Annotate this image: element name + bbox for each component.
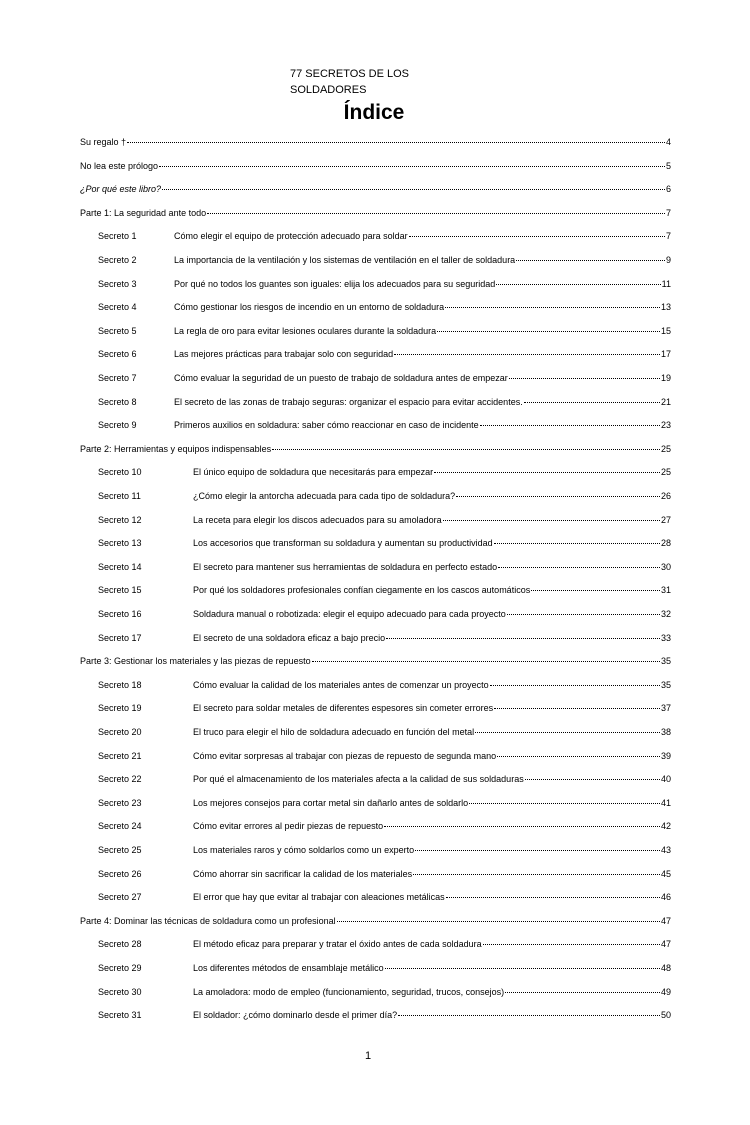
toc-dot-leader <box>162 188 665 190</box>
toc-dot-leader <box>497 755 660 757</box>
toc-dot-leader <box>337 920 660 922</box>
toc-entry-page: 43 <box>660 845 671 855</box>
toc-dot-leader <box>434 471 660 473</box>
toc-entry-number: Secreto 8 <box>98 397 137 407</box>
toc-entry-title: El truco para elegir el hilo de soldadura adecuado en función del metal <box>193 727 475 737</box>
toc-entry-title: Cómo evitar errores al pedir piezas de repuesto <box>193 821 384 831</box>
toc-entry-number: Secreto 10 <box>98 467 142 477</box>
toc-entry-title: Soldadura manual o robotizada: elegir el equipo adecuado para cada proyecto <box>193 609 506 619</box>
index-heading-text: Índice <box>343 101 405 124</box>
toc-secret-entry[interactable] <box>98 324 671 338</box>
toc-entry-page: 49 <box>660 987 671 997</box>
toc-secret-entry[interactable] <box>98 347 671 361</box>
toc-part-entry[interactable] <box>80 206 671 220</box>
toc-entry-page: 30 <box>660 562 671 572</box>
toc-entry-number: Secreto 30 <box>98 987 142 997</box>
page-footer <box>0 1049 750 1063</box>
toc-secret-entry[interactable] <box>98 631 671 645</box>
toc-entry-page: 40 <box>660 774 671 784</box>
toc-entry-number: Secreto 18 <box>98 680 142 690</box>
toc-entry-title: El secreto de las zonas de trabajo seguras: organizar el espacio para evitar accidentes. <box>174 397 523 407</box>
toc-entry-page: 23 <box>660 420 671 430</box>
toc-entry-number: Secreto 29 <box>98 963 142 973</box>
toc-entry-page: 17 <box>660 349 671 359</box>
toc-entry-number: Secreto 6 <box>98 349 137 359</box>
toc-secret-entry[interactable] <box>98 300 671 314</box>
toc-dot-leader <box>409 235 665 237</box>
toc-entry-title: Parte 1: La seguridad ante todo <box>80 208 207 218</box>
toc-entry-page: 31 <box>660 585 671 595</box>
toc-entry-page: 39 <box>660 751 671 761</box>
toc-secret-entry[interactable] <box>98 725 671 739</box>
toc-dot-leader <box>272 448 660 450</box>
toc-entry-number: Secreto 17 <box>98 633 142 643</box>
toc-secret-entry[interactable] <box>98 961 671 975</box>
toc-dot-leader <box>490 684 660 686</box>
toc-entry-page: 27 <box>660 515 671 525</box>
toc-dot-leader <box>312 660 660 662</box>
toc-entry-number: Secreto 20 <box>98 727 142 737</box>
toc-secret-entry[interactable] <box>98 583 671 597</box>
toc-entry-page: 13 <box>660 302 671 312</box>
toc-entry-number: Secreto 21 <box>98 751 142 761</box>
toc-dot-leader <box>384 825 660 827</box>
toc-part-entry[interactable] <box>80 135 671 149</box>
toc-entry-title: La regla de oro para evitar lesiones oculares durante la soldadura <box>174 326 437 336</box>
toc-entry-title: La amoladora: modo de empleo (funcionamiento, seguridad, trucos, consejos) <box>193 987 505 997</box>
toc-dot-leader <box>496 283 660 285</box>
toc-entry-title: No lea este prólogo <box>80 161 159 171</box>
toc-entry-number: Secreto 23 <box>98 798 142 808</box>
toc-dot-leader <box>413 873 660 875</box>
toc-entry-title: Cómo ahorrar sin sacrificar la calidad de los materiales <box>193 869 413 879</box>
toc-secret-entry[interactable] <box>98 465 671 479</box>
toc-entry-number: Secreto 27 <box>98 892 142 902</box>
toc-entry-number: Secreto 25 <box>98 845 142 855</box>
toc-dot-leader <box>531 589 660 591</box>
toc-part-entry[interactable] <box>80 654 671 668</box>
toc-entry-page: 33 <box>660 633 671 643</box>
toc-secret-entry[interactable] <box>98 937 671 951</box>
toc-dot-leader <box>494 707 660 709</box>
toc-entry-page: 38 <box>660 727 671 737</box>
toc-entry-page: 26 <box>660 491 671 501</box>
toc-entry-title: Cómo evaluar la seguridad de un puesto de trabajo de soldadura antes de empezar <box>174 373 508 383</box>
toc-entry-page: 47 <box>660 939 671 949</box>
toc-entry-page: 5 <box>665 161 671 171</box>
toc-secret-entry[interactable] <box>98 890 671 904</box>
toc-dot-leader <box>494 542 660 544</box>
toc-secret-entry[interactable] <box>98 536 671 550</box>
toc-entry-page: 48 <box>660 963 671 973</box>
toc-secret-entry[interactable] <box>98 867 671 881</box>
toc-entry-title: El secreto para mantener sus herramientas de soldadura en perfecto estado <box>193 562 498 572</box>
toc-part-entry[interactable] <box>80 159 671 173</box>
toc-entry-title: Cómo evitar sorpresas al trabajar con piezas de repuesto de segunda mano <box>193 751 497 761</box>
toc-dot-leader <box>386 637 660 639</box>
toc-secret-entry[interactable] <box>98 607 671 621</box>
toc-entry-title: Por qué los soldadores profesionales confían ciegamente en los cascos automáticos <box>193 585 531 595</box>
toc-dot-leader <box>443 519 660 521</box>
toc-entry-number: Secreto 2 <box>98 255 137 265</box>
toc-entry-page: 42 <box>660 821 671 831</box>
toc-entry-page: 11 <box>661 279 671 289</box>
toc-entry-title: Los materiales raros y cómo soldarlos como un experto <box>193 845 415 855</box>
toc-dot-leader <box>159 165 665 167</box>
toc-secret-entry[interactable] <box>98 701 671 715</box>
toc-entry-title: Por qué no todos los guantes son iguales: elija los adecuados para su seguridad <box>174 279 496 289</box>
toc-entry-page: 46 <box>660 892 671 902</box>
toc-entry-page: 19 <box>660 373 671 383</box>
toc-entry-title: El soldador: ¿cómo dominarlo desde el primer día? <box>193 1010 398 1020</box>
toc-entry-title: ¿Por qué este libro? <box>80 184 162 194</box>
toc-entry-number: Secreto 5 <box>98 326 137 336</box>
toc-entry-number: Secreto 4 <box>98 302 137 312</box>
toc-entry-title: Los accesorios que transforman su soldadura y aumentan su productividad <box>193 538 493 548</box>
toc-entry-title: Parte 4: Dominar las técnicas de soldadura como un profesional <box>80 916 336 926</box>
toc-entry-page: 25 <box>660 444 671 454</box>
toc-entry-page: 50 <box>660 1010 671 1020</box>
toc-entry-title: El secreto de una soldadora eficaz a bajo precio <box>193 633 386 643</box>
toc-dot-leader <box>524 401 660 403</box>
toc-entry-title: El único equipo de soldadura que necesitarás para empezar <box>193 467 434 477</box>
toc-entry-page: 35 <box>660 656 671 666</box>
toc-entry-title: Cómo elegir el equipo de protección adecuado para soldar <box>174 231 408 241</box>
toc-dot-leader <box>385 967 660 969</box>
toc-part-entry[interactable] <box>80 182 671 196</box>
toc-entry-title: Parte 3: Gestionar los materiales y las piezas de repuesto <box>80 656 311 666</box>
toc-entry-number: Secreto 14 <box>98 562 142 572</box>
toc-secret-entry[interactable] <box>98 749 671 763</box>
toc-entry-title: ¿Cómo elegir la antorcha adecuada para cada tipo de soldadura? <box>193 491 456 501</box>
toc-entry-page: 47 <box>660 916 671 926</box>
toc-entry-title: Su regalo † <box>80 137 127 147</box>
toc-entry-title: El método eficaz para preparar y tratar el óxido antes de cada soldadura <box>193 939 482 949</box>
toc-entry-number: Secreto 31 <box>98 1010 142 1020</box>
toc-secret-entry[interactable] <box>98 513 671 527</box>
toc-dot-leader <box>437 330 660 332</box>
toc-dot-leader <box>480 424 660 426</box>
toc-secret-entry[interactable] <box>98 796 671 810</box>
toc-secret-entry[interactable] <box>98 253 671 267</box>
toc-secret-entry[interactable] <box>98 277 671 291</box>
page-number: 1 <box>364 1050 372 1062</box>
toc-secret-entry[interactable] <box>98 985 671 999</box>
toc-entry-page: 7 <box>665 208 671 218</box>
toc-entry-page: 6 <box>665 184 671 194</box>
toc-entry-number: Secreto 22 <box>98 774 142 784</box>
toc-entry-title: Cómo evaluar la calidad de los materiales antes de comenzar un proyecto <box>193 680 489 690</box>
toc-entry-number: Secreto 12 <box>98 515 142 525</box>
toc-entry-page: 9 <box>665 255 671 265</box>
toc-entry-number: Secreto 15 <box>98 585 142 595</box>
toc-entry-number: Secreto 11 <box>98 491 141 501</box>
toc-dot-leader <box>483 943 660 945</box>
toc-secret-entry[interactable] <box>98 489 671 503</box>
toc-secret-entry[interactable] <box>98 395 671 409</box>
toc-dot-leader <box>127 141 665 143</box>
toc-entry-page: 35 <box>660 680 671 690</box>
toc-entry-title: Primeros auxilios en soldadura: saber cómo reaccionar en caso de incidente <box>174 420 479 430</box>
toc-entry-page: 25 <box>660 467 671 477</box>
toc-entry-title: El secreto para soldar metales de diferentes espesores sin cometer errores <box>193 703 494 713</box>
toc-dot-leader <box>475 731 660 733</box>
toc-dot-leader <box>394 353 660 355</box>
toc-entry-number: Secreto 9 <box>98 420 137 430</box>
toc-entry-title: Las mejores prácticas para trabajar solo con seguridad <box>174 349 394 359</box>
toc-entry-page: 4 <box>665 137 671 147</box>
toc-entry-number: Secreto 19 <box>98 703 142 713</box>
toc-secret-entry[interactable] <box>98 229 671 243</box>
toc-dot-leader <box>507 613 660 615</box>
toc-entry-title: Cómo gestionar los riesgos de incendio en un entorno de soldadura <box>174 302 445 312</box>
toc-entry-page: 41 <box>660 798 671 808</box>
toc-part-entry[interactable] <box>80 442 671 456</box>
toc-secret-entry[interactable] <box>98 371 671 385</box>
toc-entry-number: Secreto 24 <box>98 821 142 831</box>
toc-entry-page: 21 <box>660 397 671 407</box>
toc-dot-leader <box>415 849 660 851</box>
toc-entry-number: Secreto 3 <box>98 279 137 289</box>
toc-entry-page: 28 <box>660 538 671 548</box>
toc-secret-entry[interactable] <box>98 819 671 833</box>
toc-entry-page: 15 <box>660 326 671 336</box>
toc-secret-entry[interactable] <box>98 1008 671 1022</box>
toc-dot-leader <box>505 991 660 993</box>
toc-entry-page: 37 <box>660 703 671 713</box>
toc-entry-number: Secreto 13 <box>98 538 142 548</box>
toc-part-entry[interactable] <box>80 914 671 928</box>
toc-secret-entry[interactable] <box>98 678 671 692</box>
toc-entry-page: 32 <box>660 609 671 619</box>
toc-entry-number: Secreto 16 <box>98 609 142 619</box>
toc-dot-leader <box>525 778 660 780</box>
toc-entry-title: El error que hay que evitar al trabajar con aleaciones metálicas <box>193 892 445 902</box>
toc-entry-page: 7 <box>665 231 671 241</box>
toc-entry-title: Parte 2: Herramientas y equipos indispensables <box>80 444 272 454</box>
toc-dot-leader <box>398 1014 660 1016</box>
toc-dot-leader <box>498 566 660 568</box>
toc-entry-title: Los mejores consejos para cortar metal sin dañarlo antes de soldarlo <box>193 798 469 808</box>
toc-secret-entry[interactable] <box>98 560 671 574</box>
toc-dot-leader <box>446 896 660 898</box>
book-title: 77 SECRETOS DE LOS SOLDADORES <box>290 68 410 96</box>
toc-secret-entry[interactable] <box>98 772 671 786</box>
toc-entry-title: La importancia de la ventilación y los sistemas de ventilación en el taller de soldadura <box>174 255 516 265</box>
toc-secret-entry[interactable] <box>98 843 671 857</box>
toc-entry-title: Los diferentes métodos de ensamblaje metálico <box>193 963 384 973</box>
toc-entry-title: Por qué el almacenamiento de los materiales afecta a la calidad de sus soldaduras <box>193 774 524 784</box>
toc-dot-leader <box>456 495 660 497</box>
toc-dot-leader <box>445 306 660 308</box>
toc-dot-leader <box>207 212 665 214</box>
toc-entry-number: Secreto 1 <box>98 231 137 241</box>
toc-dot-leader <box>469 802 660 804</box>
toc-dot-leader <box>516 259 665 261</box>
toc-secret-entry[interactable] <box>98 418 671 432</box>
toc-entry-number: Secreto 7 <box>98 373 137 383</box>
toc-entry-page: 45 <box>660 869 671 879</box>
toc-entry-number: Secreto 26 <box>98 869 142 879</box>
toc-dot-leader <box>509 377 660 379</box>
toc-entry-title: La receta para elegir los discos adecuados para su amoladora <box>193 515 442 525</box>
toc-entry-number: Secreto 28 <box>98 939 142 949</box>
